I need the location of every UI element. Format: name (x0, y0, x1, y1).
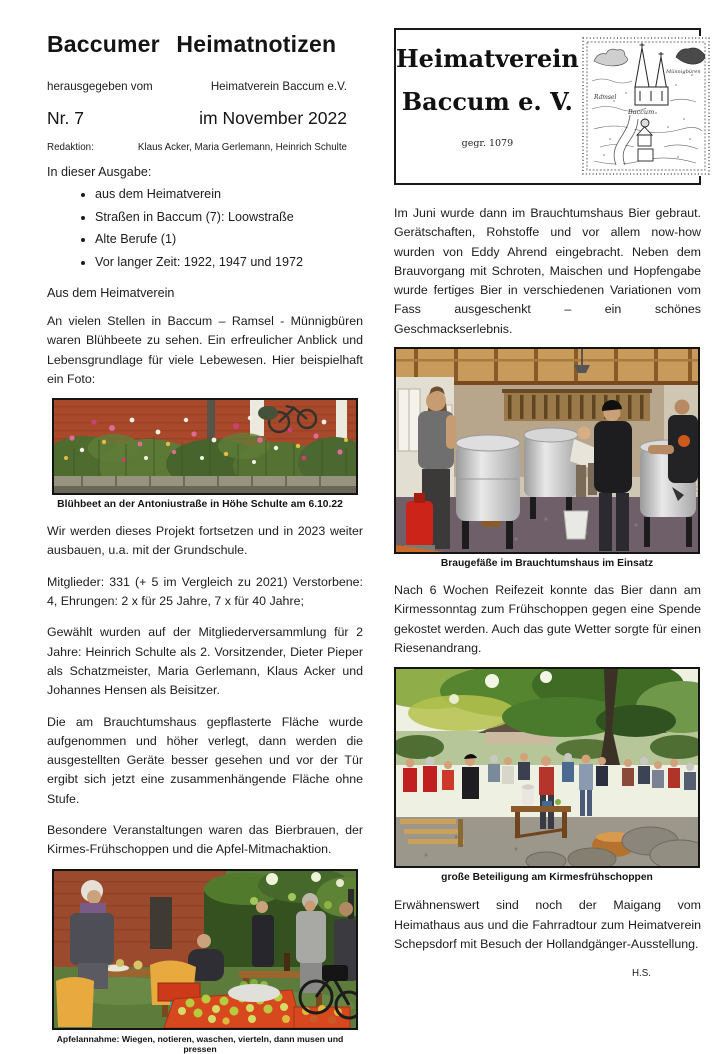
sketch-label-muennigbueren: Münnigbüren (665, 69, 701, 75)
paragraph: Besondere Veranstaltungen waren das Bierbrauen, der Kirmes-Frühschoppen und die Apfel-Mitmachaktion. (47, 823, 363, 857)
author-initials: H.S. (631, 968, 651, 980)
publisher-label: herausgegeben vom (47, 80, 153, 93)
apfel-figure (52, 869, 358, 1030)
club-founded: gegr. 1079 (461, 138, 514, 149)
village-sketch-illustration (579, 35, 713, 177)
club-name-line2: Baccum e. V. (401, 87, 573, 116)
brauen-caption: Braugefäße im Brauchtumshaus im Einsatz (440, 558, 654, 570)
paragraph: Erwähnenswert sind noch der Maigang vom Heimathaus aus und die Fahrradtour zum Heimatverein Schepsdorf mit Besuch der Hollandgänger-Ausstellung. (394, 898, 701, 951)
toc-item: • Alte Berufe (1) (95, 228, 363, 251)
right-column (394, 28, 701, 979)
issue-number: Nr. 7 (47, 108, 84, 128)
brauen-photo (394, 347, 700, 554)
kirmes-photo (394, 667, 700, 868)
bluehbeet-figure (52, 398, 358, 495)
section-heading: Aus dem Heimatverein (47, 286, 175, 300)
flowerbed-illustration (54, 400, 356, 493)
apple-action-illustration (54, 871, 356, 1028)
bluehbeet-caption: Blühbeet an der Antoniustraße in Höhe Schulte am 6.10.22 (57, 499, 343, 511)
left-column (47, 28, 363, 1054)
redaktion-names: Klaus Acker, Maria Gerlemann, Heinrich Schulte (137, 142, 347, 153)
club-name-line1: Heimatverein (396, 44, 579, 73)
toc-item: • Straßen in Baccum (7): Loowstraße (95, 206, 363, 229)
brewing-illustration (396, 349, 698, 552)
toc-list (47, 183, 363, 273)
page-title: Baccumer Heimatnotizen (47, 31, 337, 57)
toc-item: • Vor langer Zeit: 1922, 1947 und 1972 (95, 251, 363, 274)
paragraph: Mitglieder: 331 (+ 5 im Vergleich zu 2021) Verstorbene: 4, Ehrungen: 2 x für 25 Jahre, 7 x für 40 Jahre; (47, 574, 363, 609)
club-logo (394, 28, 701, 185)
paragraph: Wir werden dieses Projekt fortsetzen und in 2023 weiter ausbauen, u.a. mit der Grundschule. (47, 524, 363, 558)
paragraph: An vielen Stellen in Baccum – Ramsel - Münnigbüren waren Blühbeete zu sehen. Ein erfreulicher Anblick und Lebensgrundlage für viele Lebewesen. Hier beispielhaft ein Foto: (47, 314, 363, 386)
issue-date: im November 2022 (199, 108, 347, 128)
publisher-row (47, 80, 363, 93)
paragraph: Die am Brauchtumshaus gepflasterte Fläche wurde aufgenommen und höher verlegt, dann werden die ausgestellten Geräte besser gesehen und vor der Tür ergibt sich jetzt eine zusammenhängende Fläche ohne Stufe. (47, 714, 363, 806)
paragraph: Nach 6 Wochen Reifezeit konnte das Bier dann am Kirmessonntag zum Frühschoppen gegen eine Spende gekostet werden. Auch das gute Wetter sorgte für einen Riesenandrang. (394, 583, 701, 655)
kirmes-illustration (396, 669, 698, 866)
paragraph: Gewählt wurden auf der Mitgliederversammlung für 2 Jahre: Heinrich Schulte als 2. Vorsitzender, Dieter Pieper als Schatzmeister, Maria Gerlemann, Klaus Acker und Johannes Hensen als Beisitzer. (47, 625, 363, 698)
publisher-name: Heimatverein Baccum e.V. (210, 80, 347, 93)
apfel-photo (52, 869, 358, 1030)
kirmes-figure (394, 667, 700, 883)
sketch-label-ramsel: Ramsel (593, 94, 617, 101)
redaktion-row (47, 142, 363, 153)
sketch-label-baccum: Baccum (627, 108, 655, 116)
kirmes-caption: große Beteiligung am Kirmesfrühschoppen (441, 872, 653, 884)
redaktion-label: Redaktion: (47, 142, 94, 153)
toc-item: • aus dem Heimatverein (95, 183, 363, 206)
toc-heading: In dieser Ausgabe: (47, 165, 152, 179)
club-logo-sketch (579, 30, 719, 183)
apfel-caption: Apfelannahme: Wiegen, notieren, waschen, vierteln, dann musen und pressen (56, 1033, 344, 1054)
paragraph: Im Juni wurde dann im Brauchtumshaus Bier gebraut. Gerätschaften, Rohstoffe und vor allem now-how wurden von Eddy Ahrend eingebracht. Neben dem Brauvorgang mit Schroten, Maischen und Hopfengabe wurde fertiges Bier in verschiedenen Variationen vom Fass ausgeschenkt – ein schönes Geschmackserlebnis. (394, 206, 701, 336)
issue-row (47, 108, 363, 129)
club-logo-text (396, 30, 579, 183)
brauen-figure (394, 347, 700, 569)
bluehbeet-photo (52, 398, 358, 495)
